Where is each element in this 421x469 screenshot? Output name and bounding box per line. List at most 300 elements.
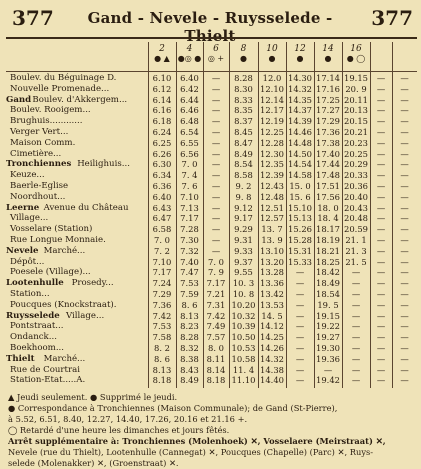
departure-time: — bbox=[400, 310, 409, 321]
departure-time: 10.32 bbox=[231, 310, 256, 321]
train-symbols: ● bbox=[240, 54, 247, 63]
departure-time: — bbox=[351, 321, 361, 332]
departure-time: 13.10 bbox=[260, 245, 284, 256]
train-number: 10 bbox=[266, 44, 278, 54]
departure-time: 8.43 bbox=[180, 364, 199, 375]
stop-name: Vosselare (Station) bbox=[10, 224, 93, 235]
departure-time: 8.28 bbox=[234, 73, 253, 83]
departure-time: 17.36 bbox=[316, 127, 340, 137]
departure-time: 9.31 bbox=[234, 235, 253, 245]
departure-time: 15. 6 bbox=[289, 191, 311, 202]
departure-time: 7.31 bbox=[206, 299, 226, 310]
departure-time: 11.10 bbox=[231, 375, 256, 386]
departure-time: — bbox=[376, 224, 386, 235]
stop-name: Rue Longue Monnaie. bbox=[10, 235, 106, 245]
departure-time: 8.13 bbox=[152, 364, 172, 375]
departure-time: — bbox=[211, 224, 221, 235]
departure-time: 7. 0 bbox=[208, 256, 224, 267]
departure-time: 8.32 bbox=[180, 343, 199, 353]
stop-name: Verger Vert... bbox=[10, 127, 69, 137]
departure-time: 7.40 bbox=[180, 256, 199, 267]
departure-time: — bbox=[376, 105, 386, 116]
town-name: Gand bbox=[6, 94, 32, 105]
departure-time: — bbox=[211, 83, 221, 94]
departure-time: 8.47 bbox=[234, 137, 253, 148]
departure-time: 20.36 bbox=[344, 181, 368, 191]
departure-time: — bbox=[376, 94, 386, 105]
departure-time: 17.16 bbox=[316, 83, 340, 94]
departure-time: 18. 0 bbox=[317, 202, 339, 213]
train-number: 6 bbox=[213, 44, 219, 54]
departure-time: 7.36 bbox=[152, 299, 172, 310]
departure-time: 6.24 bbox=[152, 127, 172, 137]
departure-time: — bbox=[400, 235, 409, 245]
departure-time: — bbox=[351, 299, 361, 310]
departure-time: 6.46 bbox=[180, 105, 199, 116]
departure-time: 8.33 bbox=[234, 94, 253, 105]
departure-time: 8.11 bbox=[206, 353, 226, 364]
departure-time: — bbox=[211, 137, 221, 148]
departure-time: 8.13 bbox=[180, 310, 199, 321]
departure-time: 6.34 bbox=[152, 170, 172, 181]
departure-time: 20.15 bbox=[344, 116, 368, 127]
departure-time: — bbox=[376, 321, 386, 332]
departure-time: 8.18 bbox=[206, 375, 226, 386]
stop-name: Avenue du Château bbox=[43, 202, 129, 213]
departure-time: 20.11 bbox=[344, 94, 368, 105]
departure-time: 19.36 bbox=[316, 353, 340, 364]
stop-name: Marché... bbox=[43, 245, 86, 256]
stop-name: Nouvelle Promenade... bbox=[10, 83, 110, 94]
departure-time: — bbox=[400, 73, 409, 83]
departure-time: 10.53 bbox=[231, 343, 256, 353]
column-header bbox=[370, 44, 392, 70]
column-header bbox=[203, 44, 229, 70]
departure-time: 10.58 bbox=[231, 353, 256, 364]
departure-time: 8.23 bbox=[180, 321, 199, 332]
departure-time: 8.18 bbox=[152, 375, 172, 386]
train-symbols: ● ◯ bbox=[346, 54, 366, 63]
departure-time: — bbox=[211, 213, 221, 224]
stop-name: Noordhout... bbox=[10, 191, 66, 202]
departure-time: 8.49 bbox=[234, 148, 253, 159]
departure-time: 17.40 bbox=[316, 148, 340, 159]
town-name: Leerne bbox=[6, 202, 40, 213]
departure-time: 9.17 bbox=[234, 213, 253, 224]
departure-time: — bbox=[376, 375, 386, 386]
departure-time: 20.48 bbox=[344, 213, 368, 224]
departure-time: 8.37 bbox=[234, 116, 253, 127]
departure-time: 20.40 bbox=[344, 191, 368, 202]
departure-time: — bbox=[400, 332, 409, 343]
departure-time: 7.42 bbox=[152, 310, 172, 321]
departure-time: 8. 0 bbox=[208, 343, 224, 353]
departure-time: — bbox=[295, 267, 305, 278]
departure-time: — bbox=[295, 321, 305, 332]
departure-time: 7.17 bbox=[180, 213, 199, 224]
column-header bbox=[229, 44, 258, 70]
timetable-header bbox=[0, 0, 421, 45]
departure-time: 15.10 bbox=[288, 202, 312, 213]
departure-time: — bbox=[295, 289, 305, 299]
timetable-table bbox=[6, 42, 417, 388]
departure-time: 6.16 bbox=[152, 105, 172, 116]
departure-time: 6.40 bbox=[180, 73, 199, 83]
departure-time: 18.17 bbox=[316, 224, 340, 235]
departure-time: 14.26 bbox=[260, 343, 284, 353]
departure-time: 18.25 bbox=[316, 256, 340, 267]
departure-time: 10. 8 bbox=[232, 289, 255, 299]
departure-time: — bbox=[376, 127, 386, 137]
stop-name: Heilighuis... bbox=[77, 159, 130, 170]
departure-time: — bbox=[376, 353, 386, 364]
departure-time: 8. 2 bbox=[154, 343, 170, 353]
stop-name: Keuze... bbox=[10, 170, 45, 181]
departure-time: 6.47 bbox=[152, 213, 172, 224]
departure-time: 7.59 bbox=[180, 289, 199, 299]
departure-time: 13.53 bbox=[260, 299, 284, 310]
departure-time: 6.43 bbox=[152, 202, 172, 213]
departure-time: 6.54 bbox=[180, 127, 199, 137]
departure-time: — bbox=[376, 137, 386, 148]
departure-time: 12.28 bbox=[260, 137, 284, 148]
train-number: 16 bbox=[350, 44, 362, 54]
stop-name: Poucques (Knockstraat). bbox=[10, 299, 117, 310]
departure-time: — bbox=[376, 83, 386, 94]
departure-time: 8.30 bbox=[234, 83, 253, 94]
departure-time: — bbox=[351, 353, 361, 364]
departure-time: 9. 2 bbox=[235, 181, 252, 191]
town-name: Nevele bbox=[6, 245, 39, 256]
stop-name: Boekhoom... bbox=[10, 343, 65, 353]
departure-time: 6.56 bbox=[180, 148, 199, 159]
departure-time: 15. 0 bbox=[289, 181, 311, 191]
departure-time: — bbox=[376, 278, 386, 289]
departure-time: — bbox=[376, 245, 386, 256]
departure-time: 7.30 bbox=[180, 235, 199, 245]
departure-time: — bbox=[295, 343, 305, 353]
departure-time: 7.17 bbox=[152, 267, 172, 278]
departure-time: — bbox=[211, 105, 221, 116]
departure-time: 11. 4 bbox=[232, 364, 255, 375]
departure-time: 19.42 bbox=[316, 375, 340, 386]
departure-time: 7.58 bbox=[152, 332, 172, 343]
departure-time: 8. 6 bbox=[154, 353, 170, 364]
departure-time: 13. 7 bbox=[261, 224, 283, 235]
train-symbols: ● bbox=[268, 54, 276, 63]
column-header bbox=[342, 44, 370, 70]
departure-time: — bbox=[211, 245, 221, 256]
departure-time: — bbox=[376, 364, 386, 375]
departure-time: 17.38 bbox=[316, 137, 340, 148]
departure-time: 6.42 bbox=[180, 83, 199, 94]
departure-time: 8. 6 bbox=[181, 299, 198, 310]
departure-time: 10. 3 bbox=[232, 278, 255, 289]
departure-time: 13.36 bbox=[260, 278, 284, 289]
departure-time: 14.58 bbox=[288, 170, 312, 181]
departure-time: — bbox=[376, 256, 386, 267]
stop-name: Pontstraat... bbox=[10, 321, 64, 332]
departure-time: — bbox=[400, 321, 409, 332]
stop-name: Village... bbox=[66, 310, 105, 321]
departure-time: 12.30 bbox=[260, 148, 284, 159]
departure-time: 17.27 bbox=[316, 105, 340, 116]
departure-time: 12.19 bbox=[260, 116, 284, 127]
departure-time: — bbox=[400, 213, 409, 224]
column-header bbox=[258, 44, 286, 70]
departure-time: 7.57 bbox=[206, 332, 226, 343]
departure-time: 19.22 bbox=[316, 321, 340, 332]
departure-time: 12.43 bbox=[260, 181, 284, 191]
departure-time: 8.54 bbox=[234, 159, 253, 170]
departure-time: 9. 8 bbox=[235, 191, 252, 202]
departure-time: 9.55 bbox=[234, 267, 253, 278]
departure-time: 7. 0 bbox=[154, 235, 170, 245]
train-number: 12 bbox=[294, 44, 306, 54]
departure-time: 17.48 bbox=[316, 170, 340, 181]
departure-time: — bbox=[376, 159, 386, 170]
departure-time: 6.25 bbox=[152, 137, 172, 148]
departure-time: — bbox=[376, 299, 386, 310]
departure-time: 14.32 bbox=[260, 353, 284, 364]
departure-time: 6.44 bbox=[180, 94, 199, 105]
departure-time: 21. 3 bbox=[345, 245, 367, 256]
departure-time: 12.35 bbox=[260, 159, 284, 170]
departure-time: — bbox=[211, 148, 221, 159]
departure-time: — bbox=[400, 202, 409, 213]
departure-time: 7. 4 bbox=[181, 170, 198, 181]
departure-time: 8.58 bbox=[234, 170, 253, 181]
departure-time: 6.40 bbox=[152, 191, 172, 202]
stop-name: Village... bbox=[10, 213, 49, 224]
station-row bbox=[6, 374, 148, 386]
departure-time: 10.50 bbox=[231, 332, 256, 343]
stop-name: Boulev. d'Akkergem... bbox=[32, 94, 128, 105]
stop-name: Marché... bbox=[43, 353, 86, 364]
departure-time: — bbox=[295, 299, 305, 310]
train-number: 8 bbox=[240, 44, 247, 54]
stop-name: Prosedy... bbox=[71, 278, 114, 289]
departure-time: 14.48 bbox=[288, 137, 312, 148]
departure-time: 12.48 bbox=[260, 191, 284, 202]
departure-time: 7. 0 bbox=[181, 159, 198, 170]
note-correspondance: ● Correspondance à Tronchiennes (Maison Communale); de Gand (St-Pierre), bbox=[8, 403, 338, 413]
departure-time: — bbox=[295, 278, 305, 289]
departure-time: — bbox=[295, 332, 305, 343]
departure-time: 6.12 bbox=[152, 83, 172, 94]
departure-time: 21. 5 bbox=[345, 256, 367, 267]
departure-time: 7.24 bbox=[152, 278, 172, 289]
departure-time: 6.18 bbox=[152, 116, 172, 127]
column-header bbox=[176, 44, 203, 70]
departure-time: 7.47 bbox=[180, 267, 199, 278]
departure-time: — bbox=[211, 73, 221, 83]
town-name: Ruysselede bbox=[6, 310, 60, 321]
departure-time: — bbox=[400, 278, 409, 289]
departure-time: 17.29 bbox=[316, 116, 340, 127]
departure-time: 18.42 bbox=[316, 267, 340, 278]
note-retard: ◯ Retardé d'une heure les dimanches et jours fêtés. bbox=[8, 425, 230, 435]
departure-time: 7. 2 bbox=[154, 245, 170, 256]
departure-time: 20.29 bbox=[344, 159, 368, 170]
departure-time: 18.49 bbox=[316, 278, 340, 289]
departure-time: — bbox=[400, 105, 409, 116]
departure-time: — bbox=[295, 375, 305, 386]
departure-time: 14.30 bbox=[288, 73, 312, 83]
stop-name: Boulev. du Béguinage D. bbox=[10, 73, 117, 83]
departure-time: — bbox=[376, 181, 386, 191]
note-arret-supplementaire: Arrêt supplémentaire à: Tronchiennes (Molenhoek) ✕, Vosselaere (Meirstraat) ✕, bbox=[8, 436, 386, 446]
departure-time: 20.23 bbox=[344, 137, 368, 148]
stop-name: Dépôt... bbox=[10, 256, 45, 267]
departure-time: — bbox=[211, 181, 221, 191]
departure-time: 15.13 bbox=[288, 213, 312, 224]
departure-time: 12.57 bbox=[260, 213, 284, 224]
departure-time: — bbox=[400, 343, 409, 353]
departure-time: 8.49 bbox=[180, 375, 199, 386]
departure-time: 7.13 bbox=[180, 202, 199, 213]
train-number: 14 bbox=[322, 44, 334, 54]
departure-time: — bbox=[400, 181, 409, 191]
train-symbols: ● bbox=[324, 54, 332, 63]
train-number: 4 bbox=[186, 44, 193, 54]
column-header bbox=[392, 44, 417, 70]
departure-time: 15.31 bbox=[288, 245, 312, 256]
departure-time: — bbox=[400, 170, 409, 181]
departure-time: 6.26 bbox=[152, 148, 172, 159]
departure-time: — bbox=[376, 191, 386, 202]
departure-time: — bbox=[295, 364, 305, 375]
departure-time: — bbox=[376, 332, 386, 343]
departure-time: — bbox=[376, 343, 386, 353]
departure-time: 9.29 bbox=[234, 224, 253, 235]
departure-time: 19.15 bbox=[316, 310, 340, 321]
departure-time: 14.54 bbox=[288, 159, 312, 170]
departure-time: — bbox=[351, 310, 361, 321]
stop-name: Maison Comm. bbox=[10, 137, 76, 148]
departure-time: 9.12 bbox=[234, 202, 253, 213]
departure-time: 14.37 bbox=[288, 105, 312, 116]
departure-time: 13.42 bbox=[260, 289, 284, 299]
departure-time: — bbox=[376, 213, 386, 224]
departure-time: 7. 6 bbox=[181, 181, 198, 191]
departure-time: — bbox=[211, 191, 221, 202]
departure-time: — bbox=[211, 170, 221, 181]
departure-time: 6.48 bbox=[180, 116, 199, 127]
departure-time: 17.44 bbox=[316, 159, 340, 170]
departure-time: — bbox=[400, 127, 409, 137]
departure-time: 6.58 bbox=[152, 224, 172, 235]
footnotes bbox=[8, 392, 418, 469]
departure-time: 12.25 bbox=[260, 127, 284, 137]
departure-time: — bbox=[376, 289, 386, 299]
departure-time: — bbox=[400, 116, 409, 127]
column-header bbox=[286, 44, 314, 70]
departure-time: 7.42 bbox=[206, 310, 226, 321]
departure-time: 19.30 bbox=[316, 343, 340, 353]
departure-time: 6.14 bbox=[152, 94, 172, 105]
departure-time: — bbox=[400, 289, 409, 299]
departure-time: — bbox=[400, 267, 409, 278]
departure-time: — bbox=[376, 73, 386, 83]
note-arret-supplementaire-3: selede (Molenakker) ✕, (Groenstraat) ✕. bbox=[8, 458, 179, 468]
departure-time: — bbox=[400, 245, 409, 256]
departure-time: — bbox=[376, 310, 386, 321]
departure-time: — bbox=[400, 364, 409, 375]
departure-time: 14.39 bbox=[288, 116, 312, 127]
departure-time: 7.29 bbox=[152, 289, 172, 299]
departure-time: 20.33 bbox=[344, 170, 368, 181]
departure-time: 17.25 bbox=[316, 94, 340, 105]
departure-time: 10.39 bbox=[231, 321, 256, 332]
town-name: Tronchiennes bbox=[6, 159, 72, 170]
departure-time: 7.28 bbox=[180, 224, 199, 235]
stop-name: Station-Etat.....A. bbox=[10, 375, 86, 386]
departure-time: 14.38 bbox=[260, 364, 284, 375]
departure-time: 14.25 bbox=[260, 332, 284, 343]
departure-time: — bbox=[323, 364, 333, 375]
departure-time: — bbox=[211, 202, 221, 213]
departure-time: 14.12 bbox=[260, 321, 284, 332]
departure-time: — bbox=[351, 375, 361, 386]
departure-time: 12.17 bbox=[260, 105, 284, 116]
train-symbols: ●◎ ● bbox=[177, 54, 202, 63]
departure-time: 17.56 bbox=[316, 191, 340, 202]
departure-time: — bbox=[211, 94, 221, 105]
departure-time: 17.14 bbox=[316, 73, 340, 83]
departure-time: 18.19 bbox=[316, 235, 340, 245]
stop-name: Rue de Courtrai bbox=[10, 364, 80, 375]
departure-time: 6.10 bbox=[152, 73, 172, 83]
departure-time: 7.53 bbox=[152, 321, 172, 332]
departure-time: 14.50 bbox=[288, 148, 312, 159]
train-symbols: ● ▲ bbox=[154, 54, 170, 63]
departure-time: 14.46 bbox=[288, 127, 312, 137]
departure-time: 7.53 bbox=[180, 278, 199, 289]
departure-time: 8.38 bbox=[180, 353, 199, 364]
departure-time: 8.35 bbox=[234, 105, 253, 116]
departure-time: — bbox=[351, 278, 361, 289]
town-name: Thielt bbox=[6, 353, 35, 364]
departure-time: 7.21 bbox=[206, 289, 226, 299]
departure-time: 9.33 bbox=[234, 245, 253, 256]
departure-time: — bbox=[211, 159, 221, 170]
departure-time: 18.21 bbox=[316, 245, 340, 256]
departure-time: 20.13 bbox=[344, 105, 368, 116]
route-title: Gand - Nevele - Ruysselede - Thielt bbox=[87, 9, 333, 45]
departure-time: — bbox=[211, 116, 221, 127]
departure-time: 7.49 bbox=[206, 321, 226, 332]
departure-time: 20.25 bbox=[344, 148, 368, 159]
departure-time: 10.20 bbox=[231, 299, 256, 310]
stop-name: Boulev. Rooigem... bbox=[10, 105, 91, 116]
departure-time: 12.10 bbox=[260, 83, 284, 94]
departure-time: — bbox=[376, 267, 386, 278]
departure-time: 13.20 bbox=[260, 256, 284, 267]
departure-time: 21. 1 bbox=[345, 235, 367, 245]
departure-time: — bbox=[400, 256, 409, 267]
departure-time: — bbox=[400, 159, 409, 170]
departure-time: — bbox=[400, 353, 409, 364]
departure-time: — bbox=[400, 94, 409, 105]
note-arret-supplementaire-2: Nevele (rue du Thielt), Lootenhulle (Cannegat) ✕, Poucques (Chapelle) (Parc) ✕, Ruys- bbox=[8, 447, 374, 457]
departure-time: — bbox=[400, 224, 409, 235]
stop-name: Station... bbox=[10, 289, 50, 299]
departure-time: 19.27 bbox=[316, 332, 340, 343]
column-header bbox=[314, 44, 342, 70]
stop-name: Brughuis............ bbox=[10, 116, 83, 127]
departure-time: 7.10 bbox=[152, 256, 172, 267]
